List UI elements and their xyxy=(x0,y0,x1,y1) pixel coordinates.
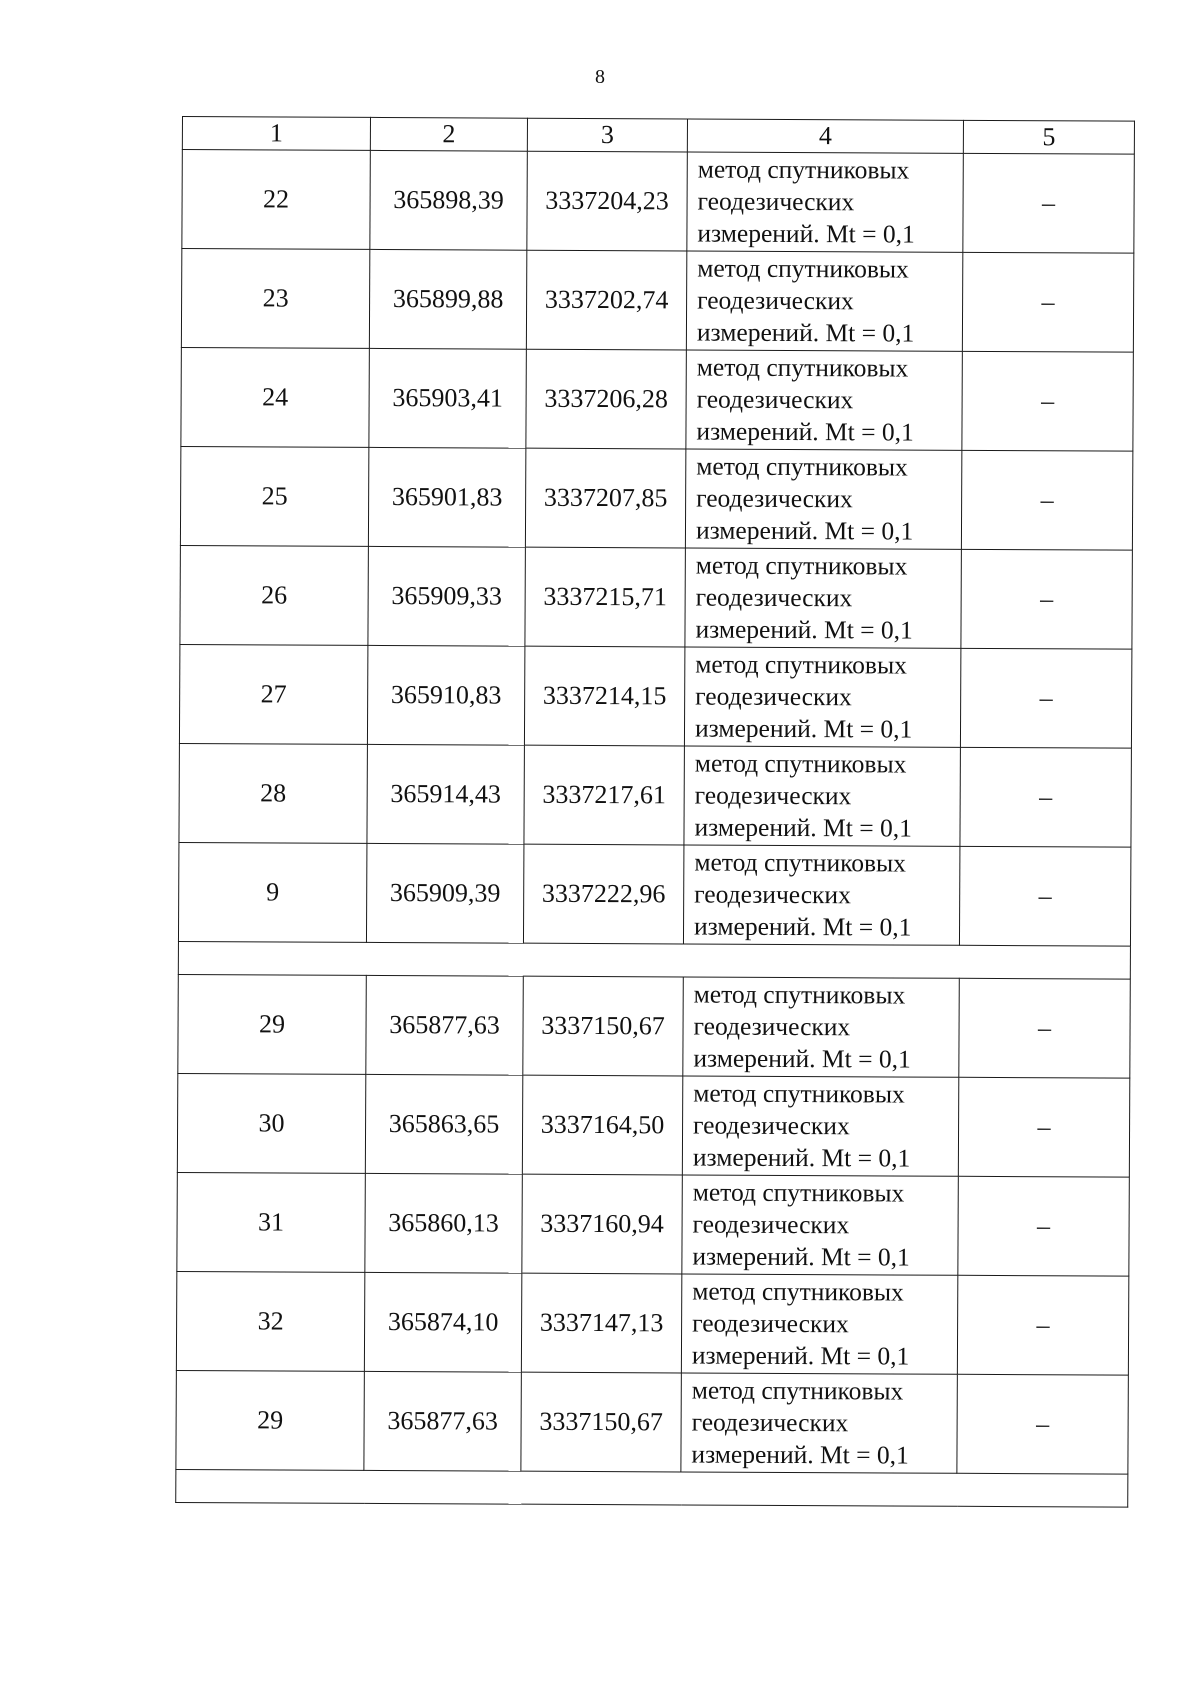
method-line: измерений. Mt = 0,1 xyxy=(693,1043,911,1074)
table-row xyxy=(179,644,1131,748)
method-line: геодезических xyxy=(697,285,854,316)
method-cell xyxy=(682,1076,958,1176)
header-cell-2: 2 xyxy=(370,117,527,151)
method-line: геодезических xyxy=(696,384,854,415)
note-cell: – xyxy=(959,978,1130,1078)
table-row xyxy=(178,842,1130,946)
coordinates-table xyxy=(175,116,1135,1508)
method-cell xyxy=(687,152,963,252)
method-line: метод спутниковых xyxy=(694,847,906,878)
method-line: геодезических xyxy=(693,1110,850,1141)
note-cell: – xyxy=(960,747,1131,847)
y-coordinate-cell: 3337150,67 xyxy=(521,1372,681,1472)
method-line: измерений. Mt = 0,1 xyxy=(697,218,915,249)
note-cell: – xyxy=(962,351,1133,451)
y-coordinate-cell: 3337214,15 xyxy=(524,646,684,746)
method-line: измерений. Mt = 0,1 xyxy=(696,317,915,348)
method-line: метод спутниковых xyxy=(693,979,906,1010)
x-coordinate-cell: 365877,63 xyxy=(366,975,523,1075)
note-cell: – xyxy=(959,846,1130,946)
x-coordinate-cell: 365909,39 xyxy=(366,843,523,943)
coordinates-table-body xyxy=(176,117,1135,1508)
method-cell xyxy=(685,548,961,648)
page-number: 8 xyxy=(595,66,605,88)
method-cell xyxy=(686,251,962,351)
table-row xyxy=(176,1370,1128,1474)
method-cell xyxy=(683,845,959,945)
method-cell xyxy=(681,1373,957,1473)
method-line: метод спутниковых xyxy=(691,1375,904,1406)
method-line: измерений. Mt = 0,1 xyxy=(696,416,914,447)
x-coordinate-cell: 365909,33 xyxy=(368,546,525,646)
x-coordinate-cell: 365898,39 xyxy=(370,150,527,250)
table-row xyxy=(178,974,1130,1078)
point-number-cell: 31 xyxy=(177,1172,365,1272)
point-number-cell: 9 xyxy=(178,842,366,942)
point-number-cell: 32 xyxy=(176,1271,364,1371)
method-line: метод спутниковых xyxy=(692,1276,904,1307)
point-number-cell: 25 xyxy=(180,446,368,546)
note-cell: – xyxy=(960,648,1131,748)
y-coordinate-cell: 3337206,28 xyxy=(526,349,686,449)
method-line: измерений. Mt = 0,1 xyxy=(692,1142,911,1173)
method-line: метод спутниковых xyxy=(693,1078,905,1109)
x-coordinate-cell: 365901,83 xyxy=(368,447,525,547)
method-cell xyxy=(685,449,961,549)
method-line: геодезических xyxy=(692,1209,850,1240)
point-number-cell: 26 xyxy=(180,545,368,645)
header-cell-5: 5 xyxy=(963,120,1134,154)
point-number-cell: 28 xyxy=(179,743,367,843)
method-cell xyxy=(684,647,960,747)
method-line: метод спутниковых xyxy=(697,154,910,185)
method-line: измерений. Mt = 0,1 xyxy=(695,614,913,645)
method-line: метод спутниковых xyxy=(696,451,908,482)
point-number-cell: 24 xyxy=(181,347,369,447)
method-line: измерений. Mt = 0,1 xyxy=(692,1241,910,1272)
note-cell: – xyxy=(963,153,1134,253)
x-coordinate-cell: 365860,13 xyxy=(365,1173,522,1273)
note-cell: – xyxy=(957,1374,1128,1474)
method-line: метод спутниковых xyxy=(694,748,907,779)
x-coordinate-cell: 365899,88 xyxy=(369,249,526,349)
method-line: измерений. Mt = 0,1 xyxy=(694,713,913,744)
table-row xyxy=(176,1271,1128,1375)
x-coordinate-cell: 365914,43 xyxy=(367,744,524,844)
method-cell xyxy=(681,1274,957,1374)
method-line: измерений. Mt = 0,1 xyxy=(694,812,912,843)
method-line: метод спутниковых xyxy=(696,352,909,383)
y-coordinate-cell: 3337147,13 xyxy=(521,1273,681,1373)
header-cell-4: 4 xyxy=(687,119,963,153)
method-line: геодезических xyxy=(696,483,853,514)
point-number-cell: 30 xyxy=(177,1073,365,1173)
table-row xyxy=(177,1172,1129,1276)
y-coordinate-cell: 3337160,94 xyxy=(522,1174,682,1274)
y-coordinate-cell: 3337222,96 xyxy=(523,844,683,944)
note-cell: – xyxy=(962,252,1133,352)
note-cell: – xyxy=(961,549,1132,649)
table-row xyxy=(179,743,1131,847)
table-row xyxy=(180,545,1132,649)
point-number-cell: 27 xyxy=(179,644,367,744)
method-line: метод спутниковых xyxy=(695,649,907,680)
separator-row xyxy=(178,941,1130,979)
x-coordinate-cell: 365910,83 xyxy=(367,645,524,745)
table-row xyxy=(177,1073,1129,1177)
point-number-cell: 22 xyxy=(182,150,370,250)
x-coordinate-cell: 365863,65 xyxy=(365,1074,522,1174)
method-line: метод спутниковых xyxy=(695,550,908,581)
method-line: метод спутниковых xyxy=(697,253,909,284)
note-cell: – xyxy=(961,450,1132,550)
method-line: геодезических xyxy=(693,1011,851,1042)
method-line: геодезических xyxy=(694,879,851,910)
note-cell: – xyxy=(958,1176,1129,1276)
y-coordinate-cell: 3337202,74 xyxy=(526,250,686,350)
y-coordinate-cell: 3337164,50 xyxy=(522,1075,682,1175)
note-cell: – xyxy=(957,1275,1128,1375)
method-line: геодезических xyxy=(697,186,855,217)
method-cell xyxy=(684,746,960,846)
x-coordinate-cell: 365877,63 xyxy=(364,1371,521,1471)
method-line: измерений. Mt = 0,1 xyxy=(691,1439,909,1470)
y-coordinate-cell: 3337204,23 xyxy=(527,151,687,251)
header-cell-3: 3 xyxy=(527,118,687,152)
method-line: измерений. Mt = 0,1 xyxy=(695,515,914,546)
method-line: геодезических xyxy=(692,1308,849,1339)
point-number-cell: 29 xyxy=(178,974,366,1074)
y-coordinate-cell: 3337217,61 xyxy=(524,745,684,845)
note-cell: – xyxy=(958,1077,1129,1177)
method-line: геодезических xyxy=(695,582,853,613)
header-cell-1: 1 xyxy=(182,117,370,151)
point-number-cell: 29 xyxy=(176,1370,364,1470)
table-row xyxy=(180,446,1132,550)
table-row xyxy=(182,150,1134,254)
method-line: геодезических xyxy=(691,1407,849,1438)
method-cell xyxy=(682,1175,958,1275)
separator-cell xyxy=(176,1469,1128,1507)
x-coordinate-cell: 365903,41 xyxy=(369,348,526,448)
separator-row xyxy=(176,1469,1128,1507)
header-row xyxy=(182,117,1134,155)
method-cell xyxy=(683,977,959,1077)
table-row xyxy=(181,347,1133,451)
method-line: измерений. Mt = 0,1 xyxy=(693,911,912,942)
y-coordinate-cell: 3337215,71 xyxy=(525,547,685,647)
method-line: измерений. Mt = 0,1 xyxy=(691,1340,910,1371)
x-coordinate-cell: 365874,10 xyxy=(364,1272,521,1372)
y-coordinate-cell: 3337207,85 xyxy=(525,448,685,548)
method-line: геодезических xyxy=(694,780,852,811)
separator-cell xyxy=(178,941,1130,979)
y-coordinate-cell: 3337150,67 xyxy=(523,976,683,1076)
point-number-cell: 23 xyxy=(181,249,369,349)
method-line: метод спутниковых xyxy=(692,1177,905,1208)
method-cell xyxy=(686,350,962,450)
table-row xyxy=(181,249,1133,353)
method-line: геодезических xyxy=(695,681,852,712)
